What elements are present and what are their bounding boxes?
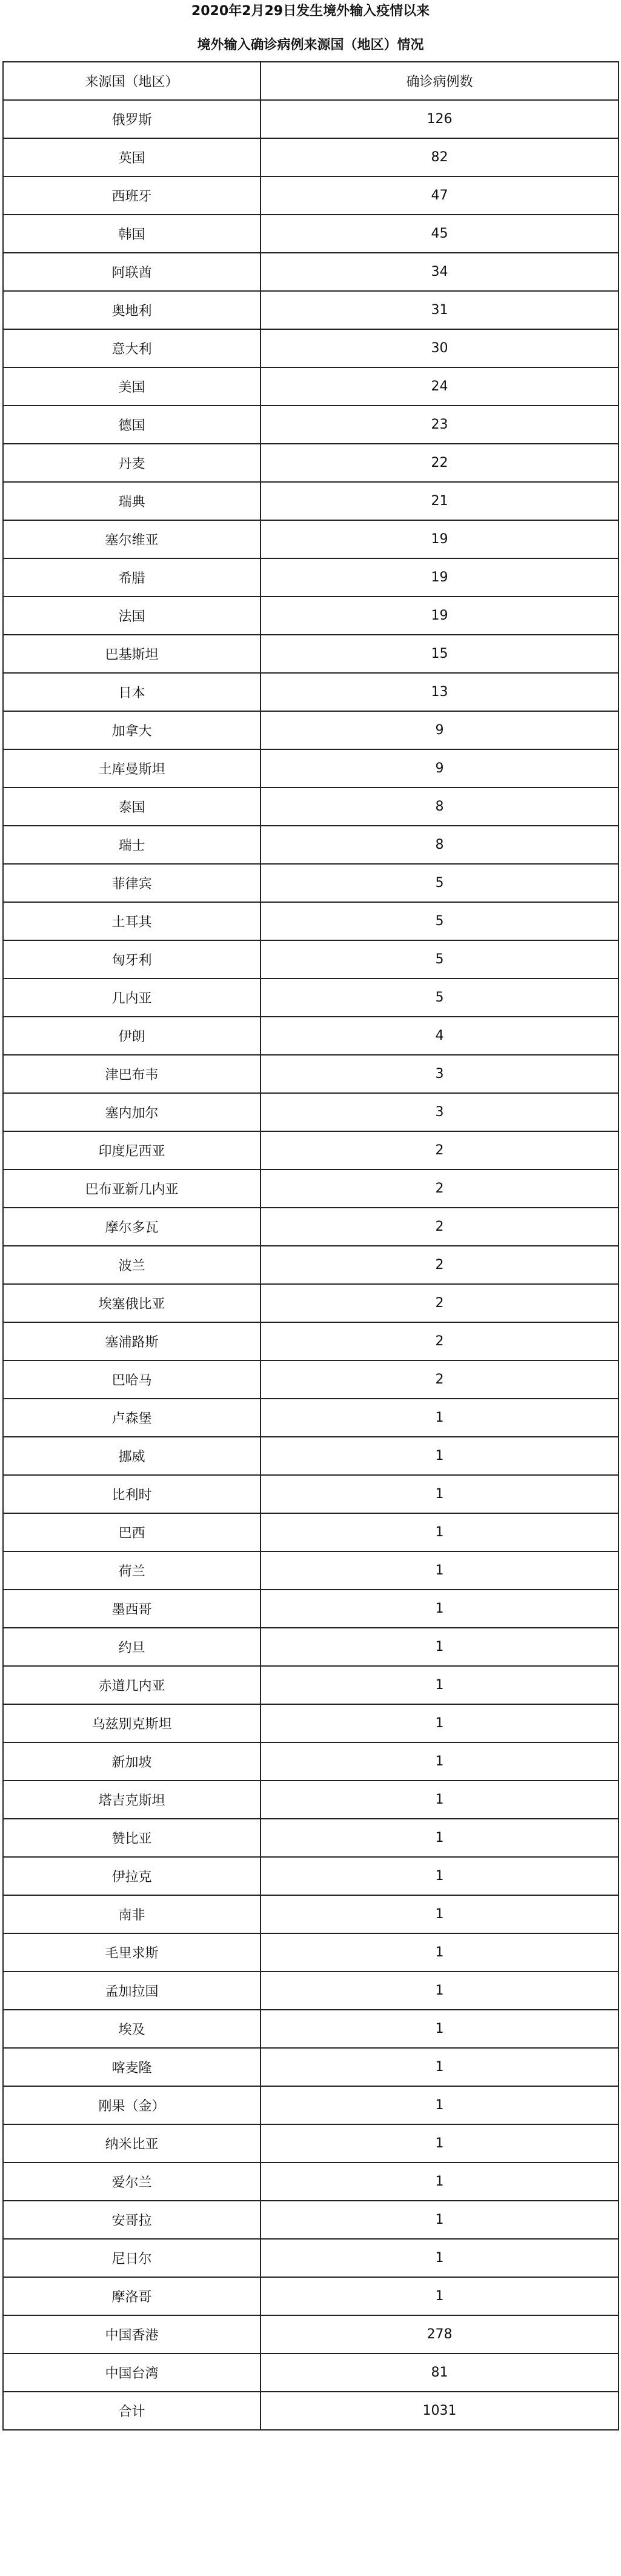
table-row [3,1551,619,1590]
case-count-cell: 1 [261,1590,619,1628]
table-row [3,2048,619,2086]
case-count-cell: 1 [261,1551,619,1590]
country-cell: 安哥拉 [3,2201,261,2239]
table-row [3,635,619,673]
country-cell: 泰国 [3,788,261,826]
case-count-cell: 1 [261,1781,619,1819]
table-row [3,2086,619,2124]
country-cell: 瑞典 [3,482,261,520]
case-count-cell: 1 [261,1666,619,1704]
case-count-cell: 1 [261,1628,619,1666]
country-cell: 奥地利 [3,291,261,329]
source-country-table [2,61,619,2430]
table-row [3,215,619,253]
country-cell: 埃塞俄比亚 [3,1284,261,1322]
case-count-cell: 5 [261,940,619,979]
table-row [3,2354,619,2392]
case-count-cell: 22 [261,444,619,482]
case-count-cell: 24 [261,367,619,406]
case-count-cell: 45 [261,215,619,253]
case-count-cell: 34 [261,253,619,291]
table-row [3,367,619,406]
country-cell: 巴布亚新几内亚 [3,1169,261,1208]
country-cell: 塔吉克斯坦 [3,1781,261,1819]
table-row [3,1819,619,1857]
case-count-cell: 1 [261,1895,619,1933]
table-row [3,979,619,1017]
case-count-cell: 5 [261,979,619,1017]
country-cell: 喀麦隆 [3,2048,261,2086]
case-count-cell: 278 [261,2315,619,2354]
table-row [3,482,619,520]
table-row [3,1933,619,1972]
table-row [3,2277,619,2315]
table-row [3,597,619,635]
table-row [3,1857,619,1895]
table-row [3,1246,619,1284]
case-count-cell: 2 [261,1360,619,1399]
table-row [3,138,619,176]
table-row [3,1284,619,1322]
page-title: 2020年2月29日发生境外输入疫情以来 [191,4,430,19]
case-count-cell: 1 [261,2048,619,2086]
country-cell: 津巴布韦 [3,1055,261,1093]
case-count-cell: 47 [261,176,619,215]
case-count-cell: 8 [261,826,619,864]
table-row [3,1972,619,2010]
case-count-cell: 23 [261,406,619,444]
case-count-cell: 4 [261,1017,619,1055]
table-row [3,1360,619,1399]
case-count-cell: 31 [261,291,619,329]
table-row [3,1628,619,1666]
table-row [3,749,619,788]
case-count-cell: 1 [261,2086,619,2124]
case-count-cell: 82 [261,138,619,176]
case-count-cell: 1 [261,2163,619,2201]
country-cell: 伊朗 [3,1017,261,1055]
table-row [3,2124,619,2163]
country-cell: 墨西哥 [3,1590,261,1628]
country-cell: 南非 [3,1895,261,1933]
country-cell: 俄罗斯 [3,100,261,138]
case-count-cell: 1 [261,1399,619,1437]
table-row [3,291,619,329]
table-body [3,100,619,2430]
country-cell: 合计 [3,2392,261,2430]
country-cell: 爱尔兰 [3,2163,261,2201]
table-row [3,1475,619,1513]
case-count-cell: 1 [261,1475,619,1513]
table-row [3,1322,619,1360]
country-cell: 孟加拉国 [3,1972,261,2010]
country-cell: 美国 [3,367,261,406]
country-cell: 日本 [3,673,261,711]
country-cell: 摩尔多瓦 [3,1208,261,1246]
table-row [3,1437,619,1475]
table-row [3,1208,619,1246]
case-count-cell: 1 [261,1857,619,1895]
case-count-cell: 1 [261,1972,619,2010]
country-cell: 挪威 [3,1437,261,1475]
case-count-cell: 126 [261,100,619,138]
country-cell: 伊拉克 [3,1857,261,1895]
table-row [3,2315,619,2354]
country-cell: 塞尔维亚 [3,520,261,558]
country-cell: 英国 [3,138,261,176]
country-cell: 巴基斯坦 [3,635,261,673]
table-row [3,711,619,749]
country-cell: 埃及 [3,2010,261,2048]
table-row [3,826,619,864]
table-row [3,1666,619,1704]
table-row [3,1017,619,1055]
case-count-cell: 9 [261,711,619,749]
country-cell: 中国香港 [3,2315,261,2354]
table-row [3,253,619,291]
case-count-cell: 2 [261,1284,619,1322]
table-row [3,2201,619,2239]
country-cell: 匈牙利 [3,940,261,979]
country-cell: 中国台湾 [3,2354,261,2392]
country-cell: 赞比亚 [3,1819,261,1857]
case-count-cell: 19 [261,520,619,558]
country-cell: 希腊 [3,558,261,597]
case-count-cell: 1 [261,2201,619,2239]
country-cell: 法国 [3,597,261,635]
country-cell: 印度尼西亚 [3,1131,261,1169]
country-cell: 丹麦 [3,444,261,482]
table-row [3,1055,619,1093]
country-cell: 赤道几内亚 [3,1666,261,1704]
country-cell: 菲律宾 [3,864,261,902]
table-row [3,2239,619,2277]
country-cell: 尼日尔 [3,2239,261,2277]
case-count-cell: 21 [261,482,619,520]
table-row [3,2163,619,2201]
table-row [3,1093,619,1131]
table-row [3,444,619,482]
country-cell: 瑞士 [3,826,261,864]
header-confirmed-cases: 确诊病例数 [261,62,619,100]
case-count-cell: 1 [261,2239,619,2277]
country-cell: 摩洛哥 [3,2277,261,2315]
country-cell: 阿联酋 [3,253,261,291]
case-count-cell: 5 [261,902,619,940]
case-count-cell: 1031 [261,2392,619,2430]
table-row [3,788,619,826]
case-count-cell: 19 [261,597,619,635]
table-row [3,673,619,711]
country-cell: 土耳其 [3,902,261,940]
case-count-cell: 5 [261,864,619,902]
country-cell: 乌兹别克斯坦 [3,1704,261,1742]
case-count-cell: 1 [261,1704,619,1742]
table-row [3,1590,619,1628]
case-count-cell: 1 [261,2277,619,2315]
country-cell: 波兰 [3,1246,261,1284]
table-row [3,1513,619,1551]
table-header-row [3,62,619,100]
case-count-cell: 1 [261,1819,619,1857]
case-count-cell: 1 [261,1933,619,1972]
table-row [3,1742,619,1781]
country-cell: 比利时 [3,1475,261,1513]
header-source-country: 来源国（地区） [3,62,261,100]
case-count-cell: 3 [261,1093,619,1131]
case-count-cell: 9 [261,749,619,788]
case-count-cell: 1 [261,2010,619,2048]
case-count-cell: 2 [261,1322,619,1360]
table-row [3,1399,619,1437]
table-row [3,940,619,979]
case-count-cell: 1 [261,1513,619,1551]
case-count-cell: 1 [261,1742,619,1781]
table-row [3,1704,619,1742]
country-cell: 德国 [3,406,261,444]
table-row [3,1169,619,1208]
table-row [3,2010,619,2048]
country-cell: 几内亚 [3,979,261,1017]
case-count-cell: 19 [261,558,619,597]
country-cell: 巴西 [3,1513,261,1551]
case-count-cell: 30 [261,329,619,367]
case-count-cell: 13 [261,673,619,711]
table-row [3,558,619,597]
country-cell: 土库曼斯坦 [3,749,261,788]
table-row [3,1131,619,1169]
table-row [3,329,619,367]
table-row [3,902,619,940]
country-cell: 毛里求斯 [3,1933,261,1972]
country-cell: 塞浦路斯 [3,1322,261,1360]
table-row [3,1895,619,1933]
country-cell: 约旦 [3,1628,261,1666]
country-cell: 刚果（金） [3,2086,261,2124]
country-cell: 纳米比亚 [3,2124,261,2163]
case-count-cell: 2 [261,1246,619,1284]
country-cell: 荷兰 [3,1551,261,1590]
case-count-cell: 81 [261,2354,619,2392]
case-count-cell: 1 [261,1437,619,1475]
table-title: 境外输入确诊病例来源国（地区）情况 [197,38,424,53]
case-count-cell: 2 [261,1169,619,1208]
case-count-cell: 3 [261,1055,619,1093]
table-row [3,1781,619,1819]
case-count-cell: 8 [261,788,619,826]
table-row [3,406,619,444]
table-row [3,864,619,902]
country-cell: 新加坡 [3,1742,261,1781]
country-cell: 意大利 [3,329,261,367]
country-cell: 西班牙 [3,176,261,215]
table-row [3,520,619,558]
table-row [3,100,619,138]
country-cell: 塞内加尔 [3,1093,261,1131]
case-count-cell: 1 [261,2124,619,2163]
country-cell: 巴哈马 [3,1360,261,1399]
case-count-cell: 2 [261,1208,619,1246]
case-count-cell: 2 [261,1131,619,1169]
country-cell: 加拿大 [3,711,261,749]
case-count-cell: 15 [261,635,619,673]
country-cell: 韩国 [3,215,261,253]
table-row [3,176,619,215]
table-row [3,2392,619,2430]
country-cell: 卢森堡 [3,1399,261,1437]
